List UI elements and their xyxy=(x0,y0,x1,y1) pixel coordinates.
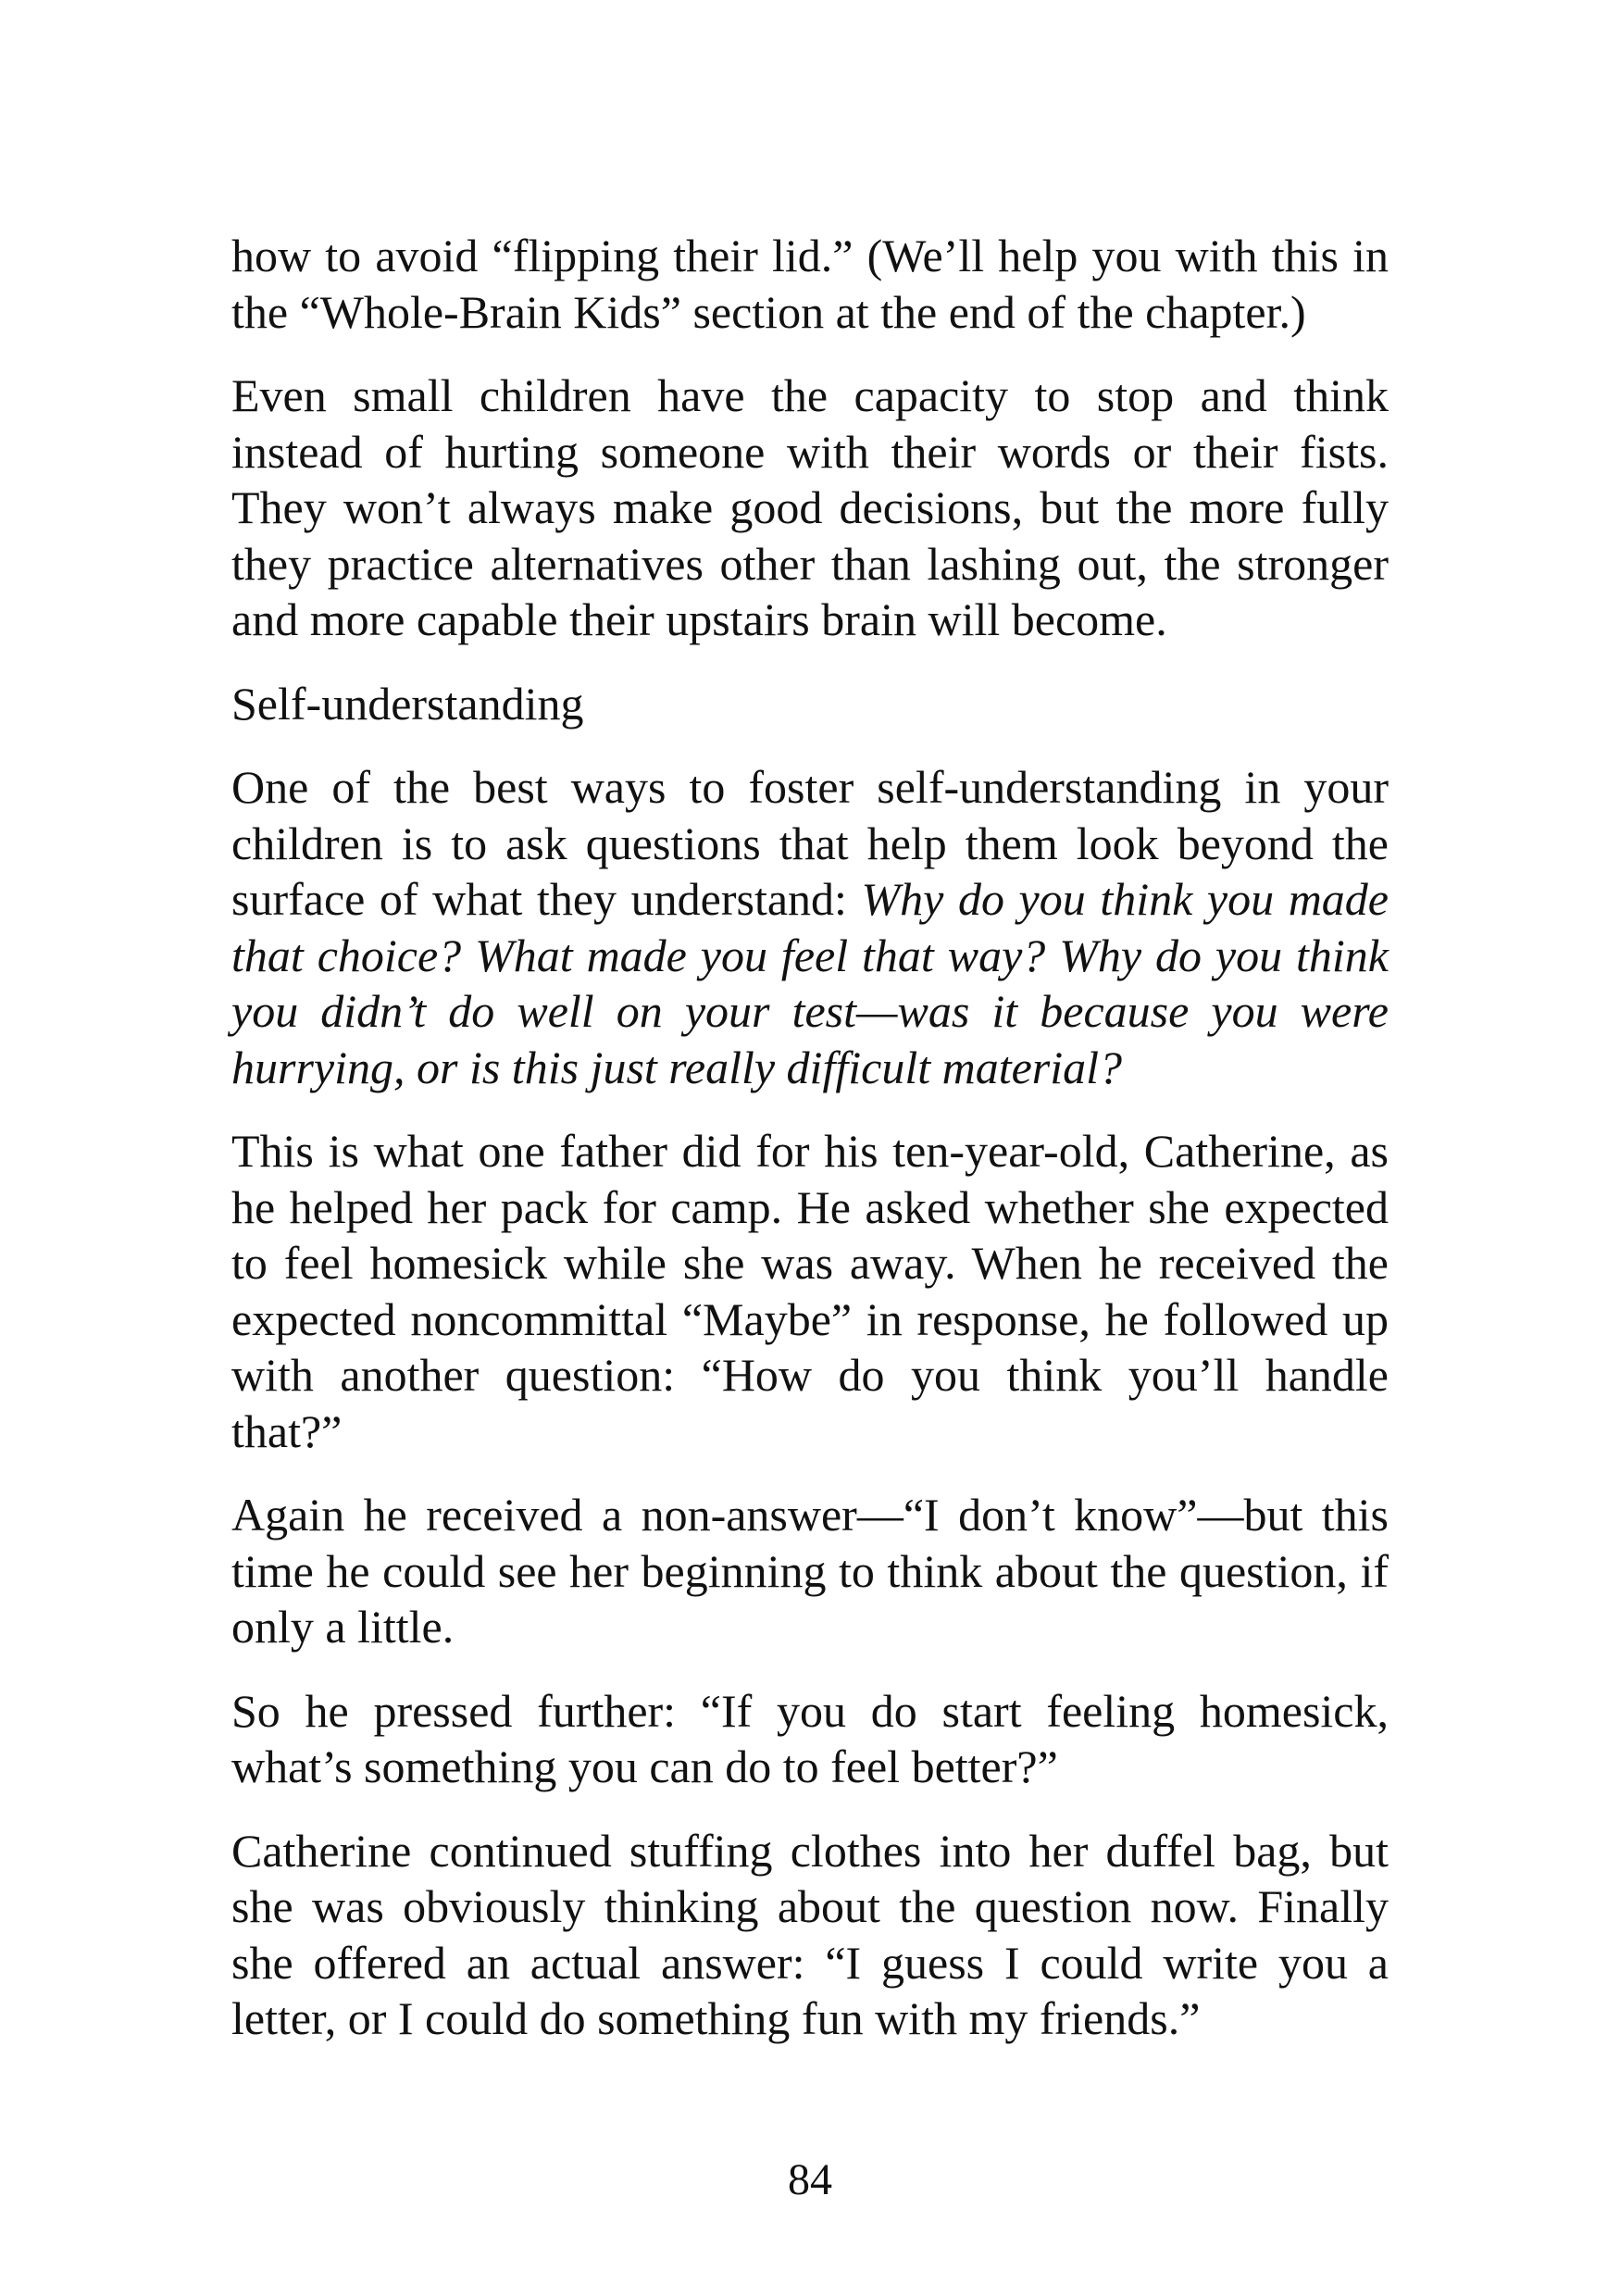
paragraph-small-children: Even small children have the capacity to stop and think instead of hurting someone with their words or their fists. They won’t always make good decisions, but the more fully they practice alternatives other than lashing out, the stronger and more capable their upstairs brain will become. xyxy=(231,369,1389,645)
body-text xyxy=(231,228,1389,2075)
paragraph-duffel-bag: Catherine continued stuffing clothes into her duffel bag, but she was obviously thinking about the question now. Finally she offered an actual answer: “I guess I could write you a letter, or I could do something fun with my friends.” xyxy=(231,1824,1389,2044)
paragraph-father-catherine: This is what one father did for his ten-year-old, Catherine, as he helped her pack for camp. He asked whether she expected to feel homesick while she was away. When he received the expected noncommittal “Maybe” in response, he followed up with another question: “How do you think you’ll handle that?” xyxy=(231,1125,1389,1457)
page-number: 84 xyxy=(788,2155,832,2204)
paragraph-self-understanding xyxy=(231,759,1389,1095)
paragraph-non-answer: Again he received a non-answer—“I don’t know”—but this time he could see her beginning to think about the question, if only a little. xyxy=(231,1489,1389,1653)
paragraph-flipping-lid: how to avoid “flipping their lid.” (We’ll help you with this in the “Whole-Brain Kids” section at the end of the chapter.) xyxy=(231,230,1389,338)
paragraph-self-understanding-lead: One of the best ways to foster self-understanding in your children is to ask questions that help them look beyond the surface of what they understand: xyxy=(231,761,1389,925)
section-heading-self-understanding: Self-understanding xyxy=(231,677,584,730)
paragraph-self-understanding-questions: Why do you think you made that choice? What made you feel that way? Why do you think you didn’t do well on your test—was it because you were hurrying, or is this just really difficult material? xyxy=(231,873,1389,1093)
paragraph-pressed-further: So he pressed further: “If you do start feeling homesick, what’s something you can do to feel better?” xyxy=(231,1684,1389,1792)
